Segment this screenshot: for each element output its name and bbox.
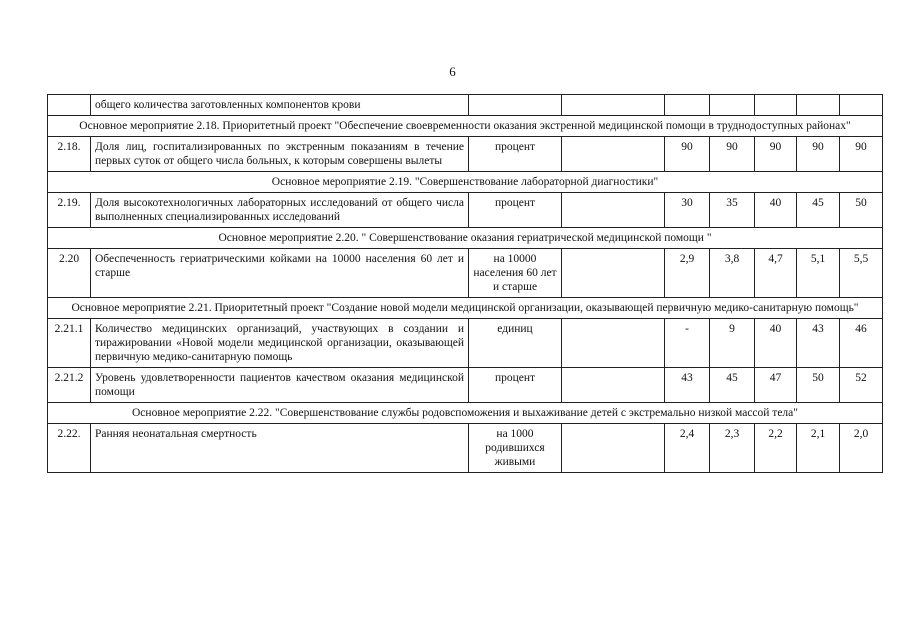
value-cell: 43: [797, 319, 840, 368]
base-value-cell: [562, 424, 665, 473]
section-header-row: [48, 298, 883, 319]
value-cell: 90: [710, 137, 755, 172]
section-header: Основное мероприятие 2.22. "Совершенствование службы родовспоможения и выхаживание детей с экстремально низкой массой тела": [48, 403, 883, 424]
indicators-table: [47, 94, 883, 473]
table-row: [48, 319, 883, 368]
section-header-row: [48, 116, 883, 137]
value-cell: 43: [665, 368, 710, 403]
value-cell: 45: [710, 368, 755, 403]
unit-cell: [469, 95, 562, 116]
value-cell: 35: [710, 193, 755, 228]
value-cell: 46: [840, 319, 883, 368]
unit-cell: единиц: [469, 319, 562, 368]
table-row: [48, 249, 883, 298]
value-cell: 52: [840, 368, 883, 403]
value-cell: 40: [755, 193, 797, 228]
value-cell: [755, 95, 797, 116]
indicator-name: Ранняя неонатальная смертность: [91, 424, 469, 473]
value-cell: 90: [797, 137, 840, 172]
row-number: 2.21.1: [48, 319, 91, 368]
row-number: 2.21.2: [48, 368, 91, 403]
value-cell: 5,1: [797, 249, 840, 298]
table-row: [48, 137, 883, 172]
indicator-name: Количество медицинских организаций, участвующих в создании и тиражировании «Новой модели медицинской организации, оказывающей первичную медико-санитарную помощь: [91, 319, 469, 368]
value-cell: 90: [665, 137, 710, 172]
value-cell: 2,3: [710, 424, 755, 473]
indicator-name: Уровень удовлетворенности пациентов качеством оказания медицинской помощи: [91, 368, 469, 403]
unit-cell: процент: [469, 368, 562, 403]
section-header-row: [48, 228, 883, 249]
base-value-cell: [562, 95, 665, 116]
table-body: [48, 95, 883, 473]
value-cell: [797, 95, 840, 116]
row-number: 2.19.: [48, 193, 91, 228]
value-cell: 90: [840, 137, 883, 172]
value-cell: 2,1: [797, 424, 840, 473]
section-header: Основное мероприятие 2.20. " Совершенствование оказания гериатрической медицинской помощи ": [48, 228, 883, 249]
table-row: [48, 368, 883, 403]
value-cell: [710, 95, 755, 116]
row-number: 2.22.: [48, 424, 91, 473]
value-cell: [665, 95, 710, 116]
value-cell: -: [665, 319, 710, 368]
value-cell: 47: [755, 368, 797, 403]
value-cell: 9: [710, 319, 755, 368]
row-number: 2.20: [48, 249, 91, 298]
value-cell: 40: [755, 319, 797, 368]
indicator-name: общего количества заготовленных компонентов крови: [91, 95, 469, 116]
unit-cell: на 1000 родившихся живыми: [469, 424, 562, 473]
value-cell: 2,2: [755, 424, 797, 473]
indicator-name: Обеспеченность гериатрическими койками на 10000 населения 60 лет и старше: [91, 249, 469, 298]
value-cell: [840, 95, 883, 116]
base-value-cell: [562, 193, 665, 228]
value-cell: 4,7: [755, 249, 797, 298]
unit-cell: на 10000 населения 60 лет и старше: [469, 249, 562, 298]
section-header-row: [48, 172, 883, 193]
indicator-name: Доля лиц, госпитализированных по экстренным показаниям в течение первых суток от общего числа больных, к которым совершены вылеты: [91, 137, 469, 172]
table-row: [48, 95, 883, 116]
value-cell: 3,8: [710, 249, 755, 298]
base-value-cell: [562, 137, 665, 172]
base-value-cell: [562, 368, 665, 403]
value-cell: 2,0: [840, 424, 883, 473]
table-row: [48, 193, 883, 228]
base-value-cell: [562, 319, 665, 368]
row-number: [48, 95, 91, 116]
value-cell: 90: [755, 137, 797, 172]
section-header-row: [48, 403, 883, 424]
value-cell: 30: [665, 193, 710, 228]
value-cell: 2,9: [665, 249, 710, 298]
row-number: 2.18.: [48, 137, 91, 172]
table-row: [48, 424, 883, 473]
value-cell: 45: [797, 193, 840, 228]
page-number: 6: [449, 64, 456, 79]
value-cell: 50: [797, 368, 840, 403]
base-value-cell: [562, 249, 665, 298]
unit-cell: процент: [469, 137, 562, 172]
value-cell: 2,4: [665, 424, 710, 473]
unit-cell: процент: [469, 193, 562, 228]
section-header: Основное мероприятие 2.18. Приоритетный проект "Обеспечение своевременности оказания экстренной медицинской помощи в труднодоступных районах": [48, 116, 883, 137]
section-header: Основное мероприятие 2.19. "Совершенствование лабораторной диагностики": [48, 172, 883, 193]
indicator-name: Доля высокотехнологичных лабораторных исследований от общего числа выполненных специализированных исследований: [91, 193, 469, 228]
value-cell: 50: [840, 193, 883, 228]
section-header: Основное мероприятие 2.21. Приоритетный проект "Создание новой модели медицинской организации, оказывающей первичную медико-санитарную помощь": [48, 298, 883, 319]
value-cell: 5,5: [840, 249, 883, 298]
